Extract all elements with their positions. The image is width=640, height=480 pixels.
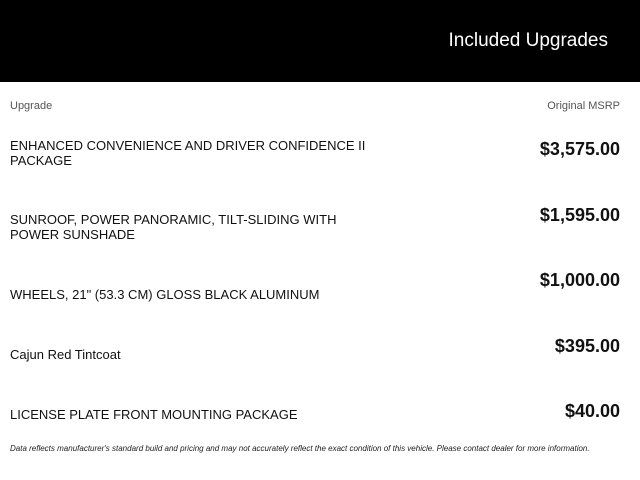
header-bar bbox=[0, 0, 640, 82]
column-header-upgrade: Upgrade bbox=[10, 100, 53, 112]
upgrade-name: SUNROOF, POWER PANORAMIC, TILT-SLIDING WITH POWER SUNSHADE bbox=[10, 212, 337, 242]
upgrade-name: Cajun Red Tintcoat bbox=[10, 347, 121, 362]
upgrade-price: $40.00 bbox=[564, 401, 620, 421]
upgrade-name: LICENSE PLATE FRONT MOUNTING PACKAGE bbox=[10, 407, 298, 422]
upgrade-price: $1,000.00 bbox=[539, 270, 620, 290]
disclaimer-text: Data reflects manufacturer's standard build and pricing and may not accurately reflect the exact condition of this vehicle. Please contact dealer for more information. bbox=[10, 444, 590, 453]
upgrade-name: ENHANCED CONVENIENCE AND DRIVER CONFIDENCE II PACKAGE bbox=[10, 138, 366, 168]
upgrade-price: $1,595.00 bbox=[539, 205, 620, 225]
upgrade-price: $3,575.00 bbox=[539, 139, 620, 159]
upgrade-price: $395.00 bbox=[554, 336, 620, 356]
page-title: Included Upgrades bbox=[448, 30, 608, 51]
upgrade-name: WHEELS, 21" (53.3 CM) GLOSS BLACK ALUMINUM bbox=[10, 287, 320, 302]
column-header-msrp: Original MSRP bbox=[547, 100, 620, 112]
